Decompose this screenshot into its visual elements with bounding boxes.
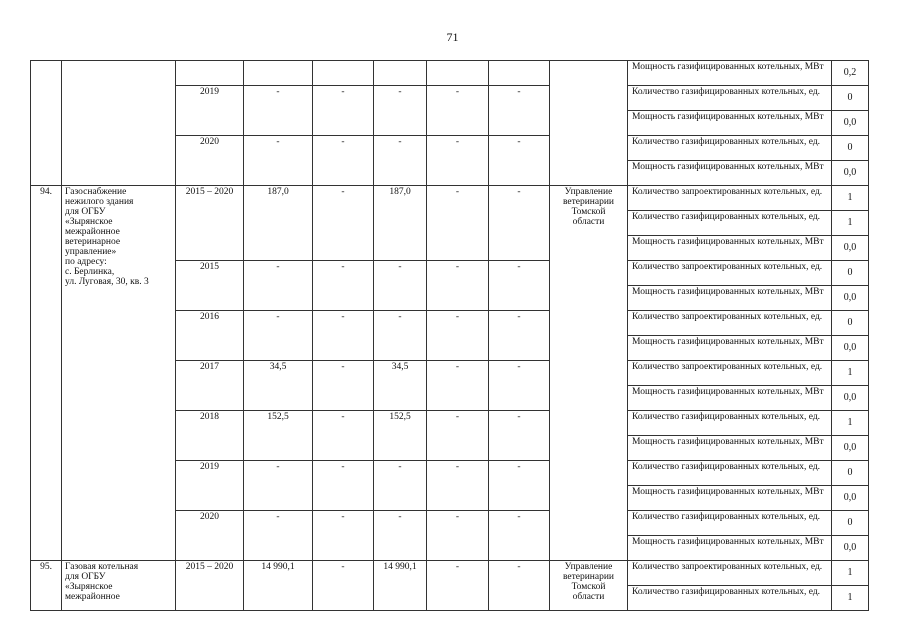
indicator-name: Мощность газифицированных котельных, МВт — [628, 386, 832, 411]
indicator-value: 1 — [832, 561, 869, 586]
indicator-name: Мощность газифицированных котельных, МВт — [628, 536, 832, 561]
indicator-value: 0,0 — [832, 161, 869, 186]
executor — [550, 61, 628, 186]
finance-cell: - — [489, 461, 550, 511]
indicator-value: 0 — [832, 311, 869, 336]
year-cell: 2019 — [176, 461, 244, 511]
indicator-value: 0 — [832, 261, 869, 286]
finance-cell: - — [427, 186, 489, 261]
text-line: по адресу: — [65, 257, 107, 267]
finance-cell: - — [374, 311, 427, 361]
indicator-name: Количество газифицированных котельных, ед. — [628, 511, 832, 536]
indicator-value: 0,0 — [832, 286, 869, 311]
year-cell: 2015 – 2020 — [176, 561, 244, 611]
finance-cell — [489, 61, 550, 86]
text-line: области — [572, 217, 605, 227]
text-line: с. Берлинка, — [65, 267, 115, 277]
finance-cell: - — [427, 411, 489, 461]
indicator-name: Количество запроектированных котельных, ед. — [628, 311, 832, 336]
text-line: Управление — [564, 562, 613, 572]
indicator-value: 1 — [832, 411, 869, 436]
finance-cell: - — [374, 86, 427, 136]
indicator-value: 0 — [832, 511, 869, 536]
indicator-value: 0,0 — [832, 236, 869, 261]
indicator-name: Мощность газифицированных котельных, МВт — [628, 336, 832, 361]
text-line: для ОГБУ — [65, 572, 106, 582]
year-cell: 2015 – 2020 — [176, 186, 244, 261]
year-cell — [176, 61, 244, 86]
year-cell: 2017 — [176, 361, 244, 411]
finance-cell: - — [374, 511, 427, 561]
item-name — [62, 186, 176, 561]
finance-cell: - — [374, 136, 427, 186]
finance-cell: - — [313, 411, 374, 461]
indicator-value: 0,0 — [832, 111, 869, 136]
finance-cell: - — [313, 561, 374, 611]
indicator-value: 0 — [832, 461, 869, 486]
indicator-name: Количество запроектированных котельных, ед. — [628, 186, 832, 211]
finance-cell: - — [427, 311, 489, 361]
finance-cell: 152,5 — [374, 411, 427, 461]
finance-cell — [244, 61, 313, 86]
table-row — [31, 61, 869, 86]
text-line: для ОГБУ — [65, 207, 106, 217]
text-line: Управление — [564, 187, 613, 197]
text-line: Газоснабжение — [65, 187, 127, 197]
indicator-value: 1 — [832, 361, 869, 386]
indicator-value: 0,2 — [832, 61, 869, 86]
year-cell: 2015 — [176, 261, 244, 311]
finance-cell: - — [489, 361, 550, 411]
text-line: «Зырянское — [65, 582, 113, 592]
finance-cell — [313, 61, 374, 86]
finance-cell: - — [489, 511, 550, 561]
indicator-name: Мощность газифицированных котельных, МВт — [628, 111, 832, 136]
finance-cell: - — [244, 311, 313, 361]
text-line: Томской — [571, 582, 606, 592]
finance-cell: 152,5 — [244, 411, 313, 461]
text-line: Газовая котельная — [65, 562, 139, 572]
finance-cell: 14 990,1 — [244, 561, 313, 611]
finance-cell: - — [244, 261, 313, 311]
finance-cell — [374, 61, 427, 86]
indicator-name: Мощность газифицированных котельных, МВт — [628, 161, 832, 186]
finance-cell: - — [489, 86, 550, 136]
finance-cell: 34,5 — [244, 361, 313, 411]
finance-cell: - — [313, 261, 374, 311]
indicator-name: Мощность газифицированных котельных, МВт — [628, 286, 832, 311]
finance-cell: - — [489, 311, 550, 361]
item-number — [31, 61, 62, 186]
year-cell: 2016 — [176, 311, 244, 361]
text-line: ветеринарное — [65, 237, 121, 247]
finance-cell — [427, 61, 489, 86]
text-line: нежилого здания — [65, 197, 134, 207]
finance-cell: - — [427, 361, 489, 411]
indicator-name: Количество запроектированных котельных, ед. — [628, 561, 832, 586]
indicator-value: 0 — [832, 86, 869, 111]
finance-cell: - — [427, 461, 489, 511]
year-cell: 2019 — [176, 86, 244, 136]
indicator-name: Мощность газифицированных котельных, МВт — [628, 236, 832, 261]
text-line: межрайонное — [65, 592, 120, 602]
finance-cell: - — [489, 561, 550, 611]
finance-cell: 187,0 — [244, 186, 313, 261]
item-name — [62, 561, 176, 611]
text-line: ул. Луговая, 30, кв. 3 — [65, 277, 149, 287]
finance-cell: - — [244, 136, 313, 186]
indicator-value: 0,0 — [832, 436, 869, 461]
text-line: ветеринарии — [562, 572, 615, 582]
executor — [550, 186, 628, 561]
finance-cell: - — [313, 511, 374, 561]
finance-cell: - — [374, 261, 427, 311]
finance-cell: 187,0 — [374, 186, 427, 261]
indicator-name: Количество газифицированных котельных, ед. — [628, 411, 832, 436]
finance-cell: - — [489, 136, 550, 186]
text-line: «Зырянское — [65, 217, 113, 227]
finance-cell: - — [244, 86, 313, 136]
finance-cell: - — [374, 461, 427, 511]
finance-cell: - — [489, 261, 550, 311]
item-number: 95. — [31, 561, 62, 611]
text-line: Томской — [571, 207, 606, 217]
finance-cell: 34,5 — [374, 361, 427, 411]
indicator-value: 0,0 — [832, 536, 869, 561]
finance-cell: - — [313, 461, 374, 511]
item-name — [62, 61, 176, 186]
program-table — [30, 60, 869, 611]
text-line: управление» — [65, 247, 117, 257]
year-cell: 2018 — [176, 411, 244, 461]
indicator-value: 1 — [832, 211, 869, 236]
indicator-name: Количество газифицированных котельных, ед. — [628, 86, 832, 111]
indicator-value: 1 — [832, 586, 869, 611]
finance-cell: - — [427, 561, 489, 611]
finance-cell: 14 990,1 — [374, 561, 427, 611]
finance-cell: - — [427, 261, 489, 311]
indicator-value: 0 — [832, 136, 869, 161]
finance-cell: - — [427, 511, 489, 561]
indicator-name: Количество газифицированных котельных, ед. — [628, 211, 832, 236]
table-row — [31, 186, 869, 211]
finance-cell: - — [313, 311, 374, 361]
indicator-name: Количество газифицированных котельных, ед. — [628, 586, 832, 611]
text-line: области — [572, 592, 605, 602]
indicator-value: 0,0 — [832, 486, 869, 511]
text-line: ветеринарии — [562, 197, 615, 207]
finance-cell: - — [489, 186, 550, 261]
indicator-name: Количество газифицированных котельных, ед. — [628, 461, 832, 486]
item-number: 94. — [31, 186, 62, 561]
finance-cell: - — [244, 511, 313, 561]
table-row — [31, 561, 869, 586]
finance-cell: - — [427, 136, 489, 186]
page-number: 71 — [446, 30, 459, 44]
indicator-value: 1 — [832, 186, 869, 211]
year-cell: 2020 — [176, 136, 244, 186]
indicator-name: Количество газифицированных котельных, ед. — [628, 136, 832, 161]
finance-cell: - — [489, 411, 550, 461]
finance-cell: - — [313, 186, 374, 261]
finance-cell: - — [313, 86, 374, 136]
indicator-name: Мощность газифицированных котельных, МВт — [628, 61, 832, 86]
text-line: межрайонное — [65, 227, 120, 237]
finance-cell: - — [427, 86, 489, 136]
executor — [550, 561, 628, 611]
indicator-name: Мощность газифицированных котельных, МВт — [628, 436, 832, 461]
year-cell: 2020 — [176, 511, 244, 561]
finance-cell: - — [313, 136, 374, 186]
indicator-value: 0,0 — [832, 336, 869, 361]
indicator-value: 0,0 — [832, 386, 869, 411]
indicator-name: Мощность газифицированных котельных, МВт — [628, 486, 832, 511]
indicator-name: Количество запроектированных котельных, ед. — [628, 361, 832, 386]
indicator-name: Количество запроектированных котельных, ед. — [628, 261, 832, 286]
finance-cell: - — [244, 461, 313, 511]
finance-cell: - — [313, 361, 374, 411]
